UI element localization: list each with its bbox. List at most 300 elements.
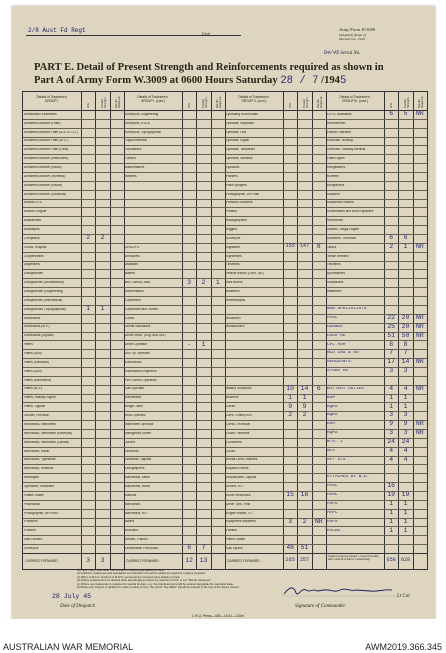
row-rule <box>23 473 124 474</box>
table-row-label: Saw Doctors <box>24 538 43 542</box>
table-row-label: Mechanics, Instrument (Optical) <box>24 440 69 444</box>
table-cell-we: 2 <box>86 234 91 242</box>
table-row-label: Armament Artificer Fitter (M.V.) <box>24 139 68 143</box>
form-ref-title: Army Form W.3009 <box>339 27 376 32</box>
row-rule <box>326 296 427 297</box>
table-cell-posted: 147 <box>299 243 310 250</box>
row-rule <box>326 269 427 270</box>
title-year: /194 <box>321 75 340 86</box>
serial-number <box>324 50 361 56</box>
row-rule <box>225 535 326 536</box>
row-rule <box>225 429 326 430</box>
table-row-label: Upholsterers <box>327 272 346 276</box>
form-ref-subtitle: (Adapted) (Page 2) <box>339 32 367 37</box>
column-header-details <box>124 96 182 103</box>
table-row-label: Clerks, Technical <box>226 422 251 426</box>
row-rule <box>124 261 225 262</box>
row-rule <box>23 349 124 350</box>
table-row-label: Bricklayers <box>24 228 40 231</box>
header-group-label: GROUP II. (cont.) <box>241 98 267 103</box>
carried-forward-label: CARRIED FORWARD <box>25 559 58 563</box>
table-cell-posted: 16 <box>300 491 309 499</box>
table-row-label: Fitters, Signals <box>24 405 46 409</box>
table-cell-reinf: 8 <box>316 243 321 251</box>
table-row-label: Fitters (M.V.) <box>24 387 43 391</box>
row-rule <box>225 145 326 146</box>
table-cell-posted: 1 <box>403 243 408 251</box>
table-row-label: Gas Operator <box>125 387 145 391</box>
row-rule <box>124 269 225 270</box>
row-rule <box>124 385 225 386</box>
table-row-label: Electricians <box>125 360 142 364</box>
table-row-label: Plate Layers <box>327 157 345 161</box>
table-row-label: Armament Artificer (Instrument) <box>24 157 69 161</box>
table-row-label: Dental Clerk Orderlies <box>226 458 258 462</box>
header-group-label: GROUP I. (cont.) <box>140 98 166 103</box>
table-row-label: Operator, Wireless <box>226 157 253 161</box>
table-row-label: Draughtsmen (Engineering) <box>24 290 64 294</box>
table-row-label: STORE RE <box>327 369 349 374</box>
table-row-label: Roughriders <box>327 183 345 187</box>
row-rule <box>23 447 124 448</box>
header-reinf: Reinfts. Required. <box>316 95 324 108</box>
table-cell-we: 2 <box>389 243 394 251</box>
row-rule <box>23 181 124 182</box>
table-row-label: Gas Layers <box>226 546 243 550</box>
row-rule <box>326 225 427 226</box>
table-row-label: Dental Mechanics <box>125 325 151 329</box>
table-cell-posted: 1 <box>403 402 408 410</box>
table-row-label: AAMC <box>327 493 338 498</box>
table-row-label: O.P.O. Assistants <box>327 112 352 116</box>
table-row-label: Textile Refiners <box>327 254 349 258</box>
form-sheet <box>12 6 435 619</box>
table-cell-we: 3 <box>389 411 394 419</box>
table-cell-posted: 5 <box>403 110 408 118</box>
row-rule <box>326 535 427 536</box>
row-rule <box>326 278 427 279</box>
table-row-label: NCO INS & RO <box>327 351 359 356</box>
row-rule <box>124 464 225 465</box>
table-cell-we: 2 <box>288 411 293 419</box>
table-row-label: Fitters (Electrical) <box>24 360 49 364</box>
table-row-label: Ammunition Examiners <box>24 112 57 116</box>
carried-posted: 257 <box>299 557 310 563</box>
table-row-label: Clerks <box>226 405 236 409</box>
table-row-label: Riveters <box>327 174 339 178</box>
row-rule <box>23 252 124 253</box>
header-posted: Posted Strength. <box>201 96 208 108</box>
row-rule <box>23 544 124 545</box>
table-cell-we: 7 <box>389 349 394 357</box>
archive-footer <box>0 619 446 653</box>
table-cell-we: 155 <box>285 243 295 250</box>
table-row-label: Draughtsmen <box>24 272 44 276</box>
table-cell-we: 48 <box>286 544 294 552</box>
row-rule <box>23 535 124 536</box>
row-rule <box>124 447 225 448</box>
row-rule <box>23 376 124 377</box>
row-rule <box>326 154 427 155</box>
table-row-label: Photographer, Air Photo. <box>24 511 59 515</box>
row-rule <box>225 367 326 368</box>
row-rule <box>124 349 225 350</box>
row-rule <box>326 137 427 138</box>
header-details-label: Details of Tradesmen. <box>36 95 68 99</box>
table-cell-posted: 9 <box>302 402 307 410</box>
header-posted: Posted Strength. <box>403 96 410 108</box>
table-row-label: GUNNER <box>327 324 343 329</box>
table-row-label: Machinists, Metal <box>125 476 150 480</box>
row-rule <box>326 252 427 253</box>
footer-institution: AUSTRALIAN WAR MEMORIAL <box>3 642 134 652</box>
row-rule <box>124 376 225 377</box>
table-row-label: Printers <box>226 210 237 214</box>
table-row-label: Operator, Teleprinter <box>226 148 255 152</box>
table-cell-we: 1 <box>389 508 394 516</box>
table-cell-we: 6 <box>187 544 192 552</box>
signature-rank: Lt Col <box>397 594 410 599</box>
table-row-label: Masons <box>125 493 137 497</box>
table-cell-posted: 19 <box>401 491 410 499</box>
table-cell-posted: 1 <box>302 393 307 401</box>
table-row-label: Watchmakers <box>125 165 145 169</box>
table-row-label: Saddletree makers <box>327 201 354 205</box>
row-rule <box>225 234 326 235</box>
table-row-label: CPL ADM <box>327 342 346 347</box>
row-rule <box>225 509 326 510</box>
carried-forward-label: CARRIED FORWARD <box>227 559 260 563</box>
table-row-label: Operating Room Assts. <box>226 112 259 116</box>
table-row-label: Fitters' Mates <box>226 538 246 542</box>
table-row-label: OVER RE <box>327 333 346 338</box>
row-rule <box>124 367 225 368</box>
table-cell-posted: 50 <box>401 331 410 339</box>
table-cell-reinf: NR <box>415 314 424 321</box>
table-cell-posted: 4 <box>403 455 408 463</box>
header-posted: Posted Strength. <box>302 96 309 108</box>
row-rule <box>326 172 427 173</box>
row-rule <box>124 181 225 182</box>
table-row-label: Welders <box>125 174 137 178</box>
table-cell-we: 16 <box>387 482 395 490</box>
table-cell-posted: 1 <box>403 526 408 534</box>
row-rule <box>124 216 225 217</box>
row-rule <box>23 402 124 403</box>
header-reinf: Reinfts. Required. <box>215 95 223 108</box>
row-rule <box>124 128 225 129</box>
row-rule <box>326 181 427 182</box>
table-row-label: NCs <box>327 448 335 453</box>
table-row-label: ATTACHED BY W.E. <box>327 475 370 480</box>
row-rule <box>124 518 225 519</box>
row-rule <box>23 340 124 341</box>
row-rule <box>124 119 225 120</box>
row-rule <box>225 225 326 226</box>
table-row-label: Clerk, Orderly ART <box>226 414 253 418</box>
row-rule <box>23 296 124 297</box>
row-rule <box>124 252 225 253</box>
table-cell-we: 51 <box>387 331 395 339</box>
table-row-label: Bakers <box>125 272 135 276</box>
table-row-label: Concreters <box>226 440 242 444</box>
row-rule <box>225 473 326 474</box>
footer-accession: AWM2019.366.345 <box>365 642 442 652</box>
table-cell-we: 24 <box>387 438 395 446</box>
table-cell-posted: 2 <box>302 517 307 525</box>
table-row-label: Battery Surveyors <box>226 387 252 391</box>
row-rule <box>23 482 124 483</box>
table-cell-reinf: NR <box>415 358 424 366</box>
table-row-label: Computers <box>24 236 40 240</box>
table-cell-reinf: NR <box>415 331 424 339</box>
table-cell-we: 1 <box>389 393 394 401</box>
row-rule <box>225 269 326 270</box>
table-cell-we: 4 <box>389 455 394 463</box>
row-rule <box>124 163 225 164</box>
table-cell-we: 4 <box>389 446 394 454</box>
row-rule <box>225 464 326 465</box>
table-column <box>225 92 326 569</box>
row-rule <box>124 535 225 536</box>
table-cell-posted: 8 <box>403 340 408 348</box>
header-reinf: Reinfts. Required. <box>417 95 425 108</box>
table-cell-reinf: NR <box>415 322 424 330</box>
table-cell-reinf: NR <box>314 517 323 525</box>
row-rule <box>124 190 225 191</box>
row-rule <box>225 252 326 253</box>
table-cell-posted: 14 <box>300 384 309 392</box>
header-group-label: GROUP I. <box>44 98 60 103</box>
row-rule <box>23 287 124 288</box>
row-rule <box>225 500 326 501</box>
table-row-label: AASC <box>327 316 338 320</box>
carried-we: 3 <box>86 557 91 564</box>
row-rule <box>23 199 124 200</box>
table-cell-posted: 20 <box>401 314 410 321</box>
row-rule <box>225 190 326 191</box>
row-rule <box>326 261 427 262</box>
table-row-label: Driver Mechanics <box>226 493 251 497</box>
table-row-label: Coppersmiths <box>24 254 44 258</box>
row-rule <box>326 145 427 146</box>
table-row-label: Instrument Operator <box>125 422 154 426</box>
table-cell-reinf: 1 <box>215 278 220 286</box>
table-row-label: SPT STS <box>327 457 346 462</box>
table-row-label: Plumber <box>24 529 36 533</box>
table-row-label: Toolmakers <box>125 148 142 152</box>
despatch-label: Date of Despatch <box>60 604 95 609</box>
note-line: (b) Artificers, tradesmen and specialists not included in list will be added as required in spaces provided. <box>77 571 206 576</box>
row-rule <box>225 376 326 377</box>
table-row-label: AAPC <box>327 510 338 515</box>
table-row-label: Armament Artificer Fitter (A.A. & C.D.) <box>24 130 78 134</box>
header-we: W.E. <box>287 102 292 108</box>
table-cell-we: 17 <box>387 358 395 366</box>
title-line-2-text: Part A of Army Form W.3009 at 0600 Hours Saturday <box>34 75 278 86</box>
table-cell-we: 1 <box>86 305 91 313</box>
row-rule <box>23 429 124 430</box>
commander-signature <box>280 584 400 598</box>
table-row-label: Dispatch Riders <box>226 467 249 471</box>
table-row-label: Electricians Engineers <box>125 369 157 373</box>
table-row-label: Pharmacist <box>24 502 40 506</box>
header-we: W.E. <box>388 102 393 108</box>
row-rule <box>225 340 326 341</box>
table-row-label: Vehicle Mechs. (Dvrs. Op.) <box>226 272 264 276</box>
table-row-label: Stevedores <box>327 219 344 223</box>
carried-forward-label: Totals of columns Groups I, II and III (to tally with 1 and 15 of Part A, respectively) <box>328 555 379 562</box>
table-row-label: Helio Operator <box>125 414 146 418</box>
table-row-label: Height Taker <box>125 405 143 409</box>
table-cell-posted: 1 <box>403 517 408 525</box>
row-rule <box>124 234 225 235</box>
table-row-label: Millwrights <box>24 476 39 480</box>
table-row-label: Electricians <box>24 316 41 320</box>
table-row-label: Cooks, Hospital <box>24 245 47 249</box>
table-cell-posted: 3 <box>403 429 408 437</box>
table-cell-we: 19 <box>387 491 395 499</box>
unit-value: 2/8 Aust Fd Regt <box>28 27 86 34</box>
row-rule <box>23 385 124 386</box>
row-rule <box>124 332 225 333</box>
table-row-label: Millers <box>125 520 135 524</box>
table-row-label: Armament Artificer (Radio) <box>24 165 62 169</box>
row-rule <box>124 207 225 208</box>
table-row-label: Storemen, Technical <box>327 236 356 240</box>
table-row-label: Mechanics, Instrument (Electrical) <box>24 431 73 435</box>
table-row-label: Turners <box>125 157 136 161</box>
row-rule <box>23 332 124 333</box>
table-row-label: BATTERY DUTIES <box>327 386 364 391</box>
row-rule <box>225 181 326 182</box>
table-row-label: Observation Post Assts. <box>125 546 159 550</box>
row-rule <box>23 411 124 412</box>
table-cell-posted: 3 <box>403 367 408 375</box>
table-row-label: Surveyors, Topographical <box>125 130 161 134</box>
row-rule <box>225 323 326 324</box>
table-row-label: Stokers, Singly Engine <box>327 228 360 231</box>
carried-rule <box>326 553 427 554</box>
table-row-label: Signwriters <box>226 254 242 258</box>
row-rule <box>23 438 124 439</box>
table-cell-we: 9 <box>389 420 394 428</box>
page-title <box>34 61 424 88</box>
table-row-label: Surveyors, Engineering <box>125 112 159 116</box>
table-row-label: Vulcanizers <box>327 281 344 285</box>
carried-we: 265 <box>285 557 295 563</box>
row-rule <box>124 243 225 244</box>
row-rule <box>124 154 225 155</box>
row-rule <box>225 438 326 439</box>
table-row-label: AAPS <box>327 519 338 524</box>
table-row-label: Tinsmiths <box>226 263 240 267</box>
table-row-label: Watermen <box>327 290 342 294</box>
table-row-label: Leather Stitchers <box>327 130 352 134</box>
table-row-label: BSM <box>327 395 335 400</box>
table-row-label: Boilermakers <box>125 290 144 294</box>
signature-label: Signature of Commander <box>295 604 346 609</box>
table-cell-we: 10 <box>286 384 294 392</box>
table-row-label: Driver Mech. (Eng. and Ord.) <box>125 334 166 338</box>
table-row-label: Joiners <box>125 440 136 444</box>
table-cell-we: 8 <box>389 340 394 348</box>
table-cell-we: - <box>187 340 192 348</box>
despatch-date: 28 July 45 <box>52 593 92 600</box>
table-row-label: AAPO <box>327 502 338 507</box>
header-posted: Posted Strength. <box>100 96 107 108</box>
table-cell-reinf: NR <box>415 429 424 437</box>
row-rule <box>326 464 427 465</box>
table-row-label: Mechanics, Typewriter <box>24 458 56 462</box>
table-row-label: Operators, Excavator <box>24 484 55 488</box>
table-cell-posted: 2 <box>100 234 105 242</box>
note-line: (d) Where replacement not desired state accordingly as shown by insertion of N.R. in col. "Reinfs. Required". <box>77 578 212 583</box>
table-cell-posted: 1 <box>403 393 408 401</box>
row-rule <box>23 394 124 395</box>
press-mark: L.H.Q. Press—455—11/41—120m. <box>192 614 245 618</box>
row-rule <box>225 314 326 315</box>
table-cell-posted: 6 <box>403 234 408 242</box>
table-row-label: Armament Artificer (Wireless) <box>24 174 66 178</box>
table-row-label: RSM <box>327 422 335 427</box>
row-rule <box>326 305 427 306</box>
carried-rule <box>124 553 225 554</box>
table-row-label: Carpenters <box>125 298 141 302</box>
table-row-label: Fire Control Operators <box>125 378 157 382</box>
row-rule <box>225 261 326 262</box>
row-rule <box>225 128 326 129</box>
table-row-label: Mechanics, Radio <box>24 449 50 453</box>
row-rule <box>225 332 326 333</box>
row-rule <box>124 314 225 315</box>
table-row-label: Orderlies, Sanitary Medical <box>327 148 366 152</box>
table-cell-we: 3 <box>187 278 192 286</box>
carried-forward-label: CARRIED FORWARD <box>126 559 159 563</box>
table-row-label: Surveyors, R.A.A. <box>125 121 151 125</box>
table-row-label: Surveyors <box>226 236 241 240</box>
table-cell-reinf: NR <box>415 420 424 428</box>
row-rule <box>124 526 225 527</box>
row-rule <box>225 119 326 120</box>
serial-label: Serial No. <box>340 51 361 56</box>
table-row-label: Cooks <box>125 316 135 320</box>
table-row-label: Fitters (Gun) <box>24 352 42 356</box>
column-header-details <box>225 96 283 103</box>
table-cell-reinf: NR <box>415 110 424 118</box>
row-rule <box>124 473 225 474</box>
table-row-label: Armament Artificer (Radar) <box>24 183 62 187</box>
table-row-label: Surveyors <box>24 546 39 550</box>
row-rule <box>23 154 124 155</box>
table-row-label: Plumbers <box>24 520 38 524</box>
table-row-label: Draughtsmen (Mechanical) <box>24 298 63 302</box>
table-cell-we: 25 <box>387 322 395 330</box>
table-cell-posted: 4 <box>403 384 408 392</box>
table-cell-posted: 4 <box>403 446 408 454</box>
row-rule <box>326 482 427 483</box>
table-cell-reinf: NR <box>415 384 424 392</box>
table-cell-reinf: 6 <box>316 384 321 392</box>
table-row-label: Lithographers <box>125 467 145 471</box>
table-row-label: Draughtsmen (Topographical) <box>24 307 66 311</box>
note-line: (e) Where any tradesman is required for special function, e.g. the bracketed word will be entered alongside the specialist trade. <box>77 581 234 586</box>
table-row-label: Operator, Signal <box>226 139 250 143</box>
column-header-details <box>326 96 384 103</box>
table-row-label: Saddlers <box>327 192 340 196</box>
table-cell-reinf: NR <box>415 243 424 251</box>
header-group-label: GROUP III. (cont.) <box>342 98 368 103</box>
